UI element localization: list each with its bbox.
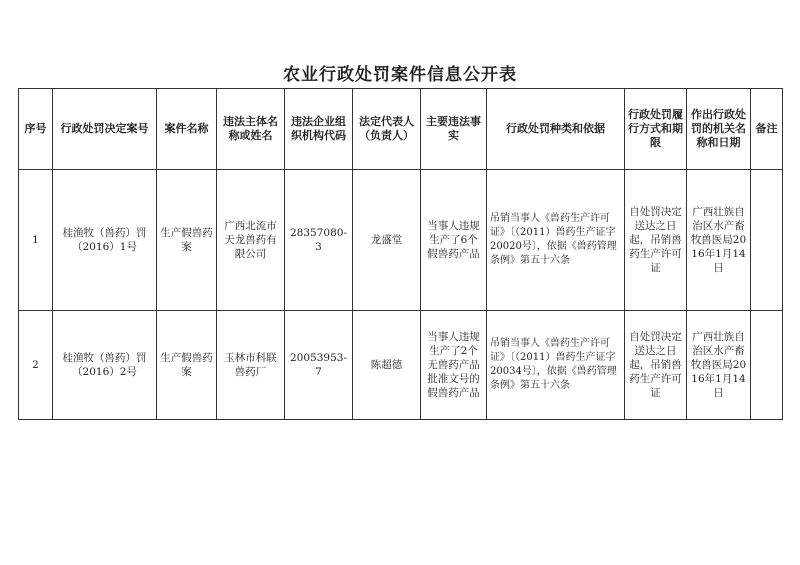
- col-header-facts: 主要违法事实: [421, 89, 487, 170]
- cell-legal-rep: 龙盛堂: [353, 170, 421, 311]
- table-header-row: [19, 89, 783, 170]
- cell-penalty-basis: 吊销当事人《兽药生产许可证》〔（2011）兽药生产证字20020号〕，依据《兽药管理条例》第五十六条: [487, 170, 625, 311]
- cell-remark: [751, 170, 783, 311]
- col-header-org-code: 违法企业组织机构代码: [285, 89, 353, 170]
- cell-execution: 自处罚决定送达之日起，吊销兽药生产许可证: [625, 311, 687, 420]
- cell-org-code: 28357080-3: [285, 170, 353, 311]
- cell-case-name: 生产假兽药案: [157, 170, 217, 311]
- cell-authority: 广西壮族自治区水产畜牧兽医局2016年1月14日: [687, 311, 751, 420]
- cell-legal-rep: 陈超德: [353, 311, 421, 420]
- col-header-penalty-basis: 行政处罚种类和依据: [487, 89, 625, 170]
- cell-case-no: 桂渔牧（兽药）罚（2016）1号: [53, 170, 157, 311]
- cell-penalty-basis: 吊销当事人《兽药生产许可证》〔（2011）兽药生产证字20034号〕，依据《兽药管理条例》第五十六条: [487, 311, 625, 420]
- cell-index: 1: [19, 170, 53, 311]
- cell-facts: 当事人违规生产了2个无兽药产品批准文号的假兽药产品: [421, 311, 487, 420]
- col-header-execution: 行政处罚履行方式和期限: [625, 89, 687, 170]
- cell-authority: 广西壮族自治区水产畜牧兽医局2016年1月14日: [687, 170, 751, 311]
- col-header-subject: 违法主体名称或姓名: [217, 89, 285, 170]
- col-header-legal-rep: 法定代表人（负责人）: [353, 89, 421, 170]
- page-title: 农业行政处罚案件信息公开表: [283, 65, 517, 85]
- col-header-case-no: 行政处罚决定案号: [53, 89, 157, 170]
- cell-index: 2: [19, 311, 53, 420]
- col-header-case-name: 案件名称: [157, 89, 217, 170]
- cell-case-no: 桂渔牧（兽药）罚（2016）2号: [53, 311, 157, 420]
- col-header-remark: 备注: [751, 89, 783, 170]
- col-header-authority: 作出行政处罚的机关名称和日期: [687, 89, 751, 170]
- cell-subject: 玉林市科联兽药厂: [217, 311, 285, 420]
- cell-case-name: 生产假兽药案: [157, 311, 217, 420]
- penalty-info-table: [18, 88, 783, 420]
- table-row: [19, 170, 783, 311]
- cell-execution: 自处罚决定送达之日起，吊销兽药生产许可证: [625, 170, 687, 311]
- cell-remark: [751, 311, 783, 420]
- cell-org-code: 20053953-7: [285, 311, 353, 420]
- table-row: [19, 311, 783, 420]
- cell-subject: 广西北流市天龙兽药有限公司: [217, 170, 285, 311]
- cell-facts: 当事人违规生产了6个假兽药产品: [421, 170, 487, 311]
- col-header-index: 序号: [19, 89, 53, 170]
